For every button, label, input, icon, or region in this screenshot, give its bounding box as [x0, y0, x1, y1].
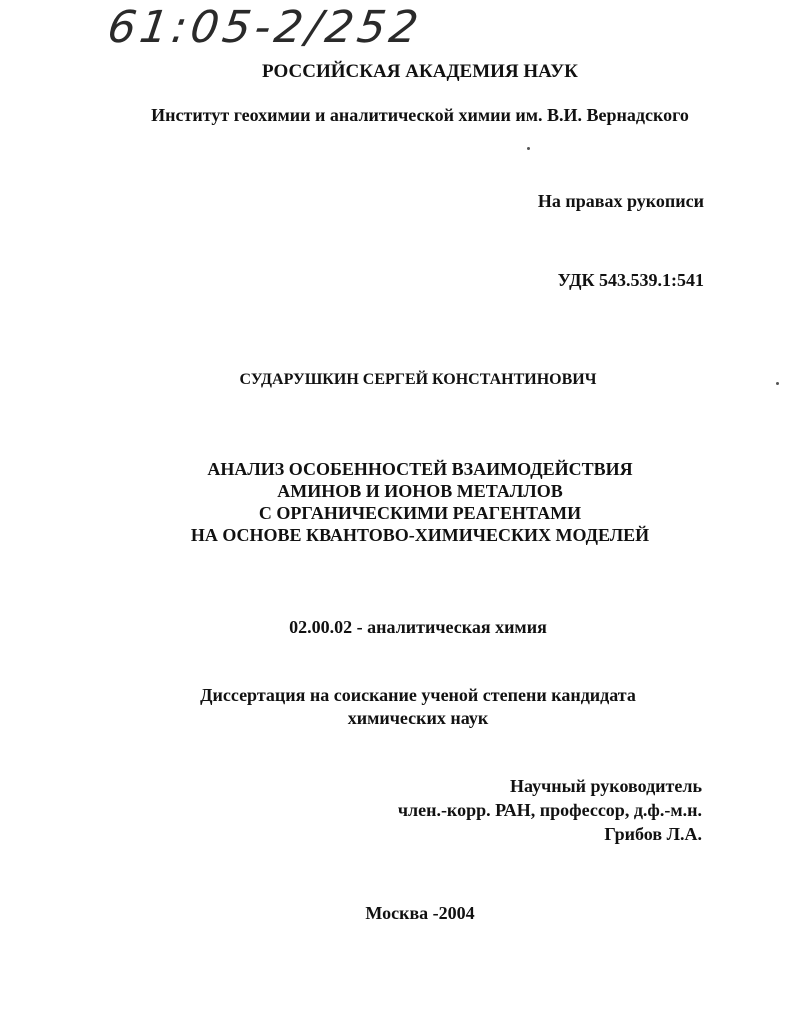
- specialty-code: 02.00.02 - аналитическая химия: [289, 617, 547, 637]
- title-line: АНАЛИЗ ОСОБЕННОСТЕЙ ВЗАИМОДЕЙСТВИЯ: [207, 459, 633, 479]
- degree-statement-line: химических наук: [347, 708, 489, 728]
- manuscript-rights-note: На правах рукописи: [537, 191, 704, 211]
- institute-name: Институт геохимии и аналитической химии им. В.И. Вернадского: [151, 105, 689, 125]
- scan-speck: [527, 147, 530, 150]
- supervisor-name: Грибов Л.А.: [604, 824, 702, 844]
- degree-statement: [0, 684, 796, 730]
- city-year: Москва -2004: [365, 903, 475, 923]
- degree-statement-line: Диссертация на соискание ученой степени кандидата: [200, 685, 636, 705]
- handwritten-catalog-number: 61:05-2/252: [104, 2, 426, 53]
- dissertation-title: [0, 458, 796, 546]
- udk-code: УДК 543.539.1:541: [557, 270, 704, 290]
- supervisor-role: Научный руководитель: [510, 776, 702, 796]
- scan-speck: [776, 382, 779, 385]
- organization-name: РОССИЙСКАЯ АКАДЕМИЯ НАУК: [262, 61, 578, 82]
- title-line: НА ОСНОВЕ КВАНТОВО-ХИМИЧЕСКИХ МОДЕЛЕЙ: [190, 525, 650, 545]
- title-line: АМИНОВ И ИОНОВ МЕТАЛЛОВ: [277, 481, 563, 501]
- supervisor-degree: член.-корр. РАН, профессор, д.ф.-м.н.: [397, 800, 702, 820]
- author-name: СУДАРУШКИН СЕРГЕЙ КОНСТАНТИНОВИЧ: [239, 371, 597, 388]
- supervisor-block: [398, 774, 702, 846]
- title-line: С ОРГАНИЧЕСКИМИ РЕАГЕНТАМИ: [258, 503, 582, 523]
